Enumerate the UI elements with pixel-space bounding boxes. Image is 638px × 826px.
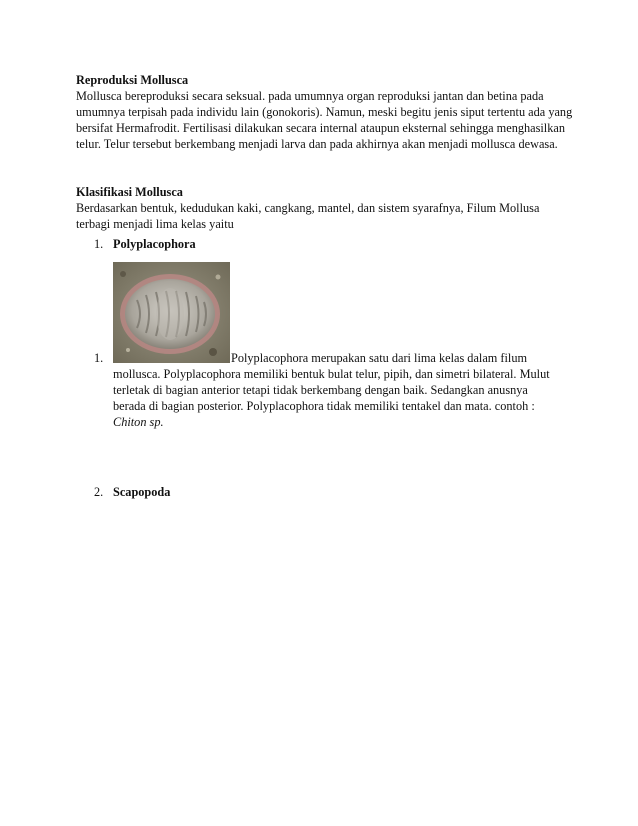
section-reproduksi [76,72,576,152]
list-number: 2. [94,485,104,499]
paragraph-klasifikasi: Berdasarkan bentuk, kedudukan kaki, cangkang, mantel, dan sistem syarafnya, Filum Mollusa terbagi menjadi lima kelas yaitu [76,201,540,231]
description-text: mollusca. Polyplacophora memiliki bentuk bulat telur, pipih, dan simetri bilateral. Mulut terletak di bagian anterior tetapi tidak berkembang dengan baik. Sedangkan anusnya berada di bagian posterior. Polyplacophora tidak memiliki tentakel dan mata. contoh : [113,367,550,413]
heading-klasifikasi: Klasifikasi Mollusca [76,185,183,199]
description-body [113,366,553,430]
section-klasifikasi [76,184,576,232]
list-title-scapopoda: Scapopoda [113,485,171,499]
paragraph-reproduksi: Mollusca bereproduksi secara seksual. pada umumnya organ reproduksi jantan dan betina pada umumnya terpisah pada individu lain (gonokoris). Namun, meski begitu jenis siput tertentu ada yang bersifat Hermafrodit. Fertilisasi dilakukan secara internal ataupun eksternal sehingga menghasilkan telur. Telur tersebut berkembang menjadi larva dan pada akhirnya akan menjadi mollusca dewasa. [76,89,573,151]
list-number: 1. [94,237,104,251]
description-first-line: Polyplacophora merupakan satu dari lima kelas dalam filum [231,351,528,365]
chiton-photo-icon [113,262,230,363]
list-number: 1. [94,351,104,365]
heading-reproduksi: Reproduksi Mollusca [76,73,189,87]
list-title-polyplacophora: Polyplacophora [113,237,196,251]
example-species: Chiton sp. [113,415,164,429]
